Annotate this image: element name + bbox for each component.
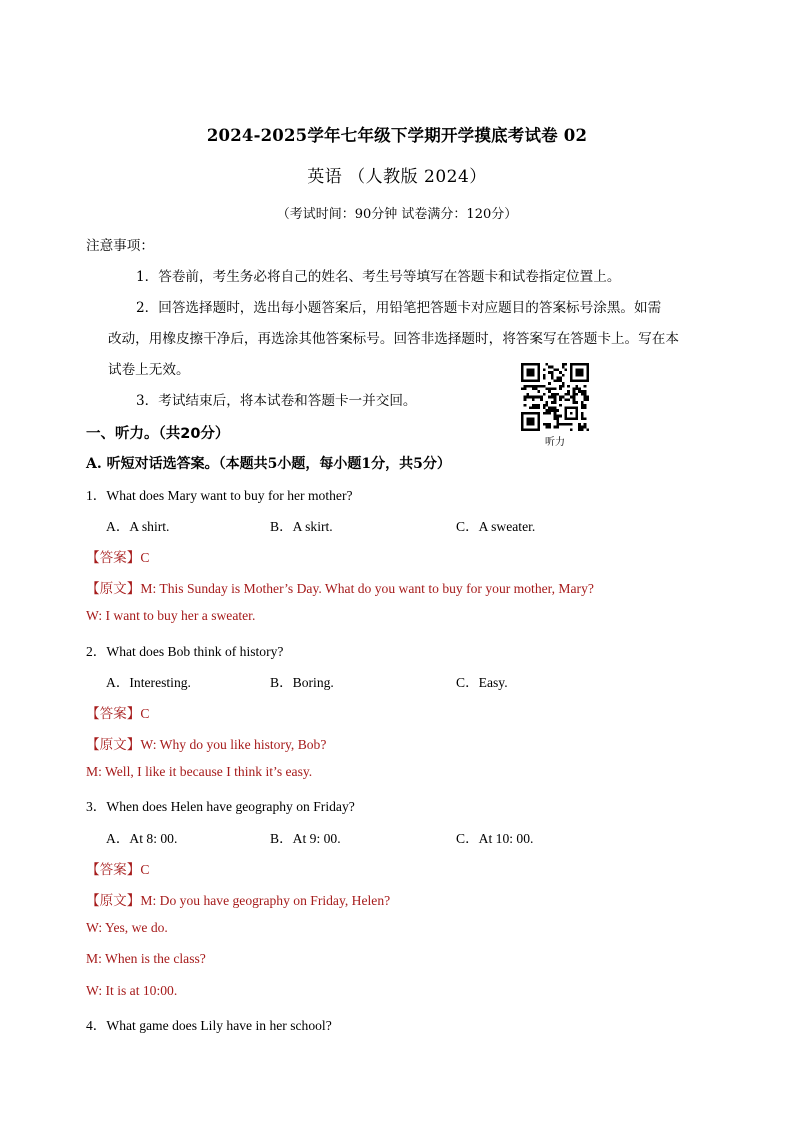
transcript-tag: 【原文】 (86, 581, 141, 597)
question-2-transcript-line-2: M: Well, I like it because I think it’s easy. (86, 764, 313, 779)
question-1-transcript-line-1 (86, 577, 594, 597)
question-2-option-a: A．Interesting. (106, 675, 191, 690)
qr-label: 听力 (545, 437, 565, 448)
question-2-option-c: C．Easy. (456, 675, 508, 690)
question-3-transcript-line-3: M: When is the class? (86, 951, 206, 966)
answer-tag: 【答案】 (86, 706, 141, 722)
answer-value: C (140, 706, 150, 721)
question-2-answer (86, 702, 149, 722)
question-3-option-c: C．At 10: 00. (456, 831, 534, 846)
question-3-stem: 3．When does Helen have geography on Friday? (86, 799, 355, 814)
transcript-tag: 【原文】 (86, 737, 141, 753)
question-2-stem: 2．What does Bob think of history? (86, 644, 284, 659)
answer-value: C (140, 862, 150, 877)
question-4-stem: 4．What game does Lily have in her school? (86, 1018, 332, 1033)
notice-item-3: 3．考试结束后，将本试卷和答题卡一并交回。 (136, 393, 417, 409)
transcript-text: W: Why do you like history, Bob? (140, 737, 327, 752)
section-title: 一、听力。（共20分） (86, 426, 230, 442)
answer-tag: 【答案】 (86, 550, 141, 566)
question-2-option-b: B．Boring. (270, 675, 334, 690)
notice-item-2-line-1: 2．回答选择题时，选出每小题答案后，用铅笔把答题卡对应题目的答案标号涂黑。如需 (136, 300, 662, 316)
question-2-transcript-line-1 (86, 733, 326, 753)
question-1-option-b: B．A skirt. (270, 519, 333, 534)
exam-info: （考试时间：90分钟 试卷满分：120分） (276, 207, 518, 222)
transcript-text: M: This Sunday is Mother’s Day. What do you want to buy for your mother, Mary? (140, 581, 594, 596)
question-3-transcript-line-2: W: Yes, we do. (86, 920, 168, 935)
listening-qr-code[interactable] (521, 363, 589, 431)
transcript-tag: 【原文】 (86, 893, 141, 909)
notice-label: 注意事项： (86, 238, 154, 254)
notice-item-1: 1．答卷前，考生务必将自己的姓名、考生号等填写在答题卡和试卷指定位置上。 (136, 269, 621, 285)
notice-item-2-line-3: 试卷上无效。 (108, 362, 190, 378)
question-3-transcript-line-4: W: It is at 10:00. (86, 983, 178, 998)
transcript-text: M: Do you have geography on Friday, Helen? (140, 893, 391, 908)
question-1-option-a: A．A shirt. (106, 519, 170, 534)
exam-title: 2024-2025学年七年级下学期开学摸底考试卷 02 (206, 126, 588, 145)
question-3-option-b: B．At 9: 00. (270, 831, 341, 846)
question-3-answer (86, 858, 149, 878)
question-3-option-a: A．At 8: 00. (106, 831, 178, 846)
question-1-option-c: C．A sweater. (456, 519, 536, 534)
question-1-stem: 1．What does Mary want to buy for her mother? (86, 488, 353, 503)
notice-item-2-line-2: 改动，用橡皮擦干净后，再选涂其他答案标号。回答非选择题时，将答案写在答题卡上。写在本 (108, 331, 679, 347)
answer-value: C (140, 550, 150, 565)
question-1-answer (86, 546, 149, 566)
answer-tag: 【答案】 (86, 862, 141, 878)
question-1-transcript-line-2: W: I want to buy her a sweater. (86, 608, 256, 623)
question-3-transcript-line-1 (86, 889, 390, 909)
section-subtitle: A. 听短对话选答案。（本题共5小题，每小题1分，共5分） (86, 456, 451, 472)
exam-subtitle: 英语 （人教版 2024） (307, 167, 487, 187)
